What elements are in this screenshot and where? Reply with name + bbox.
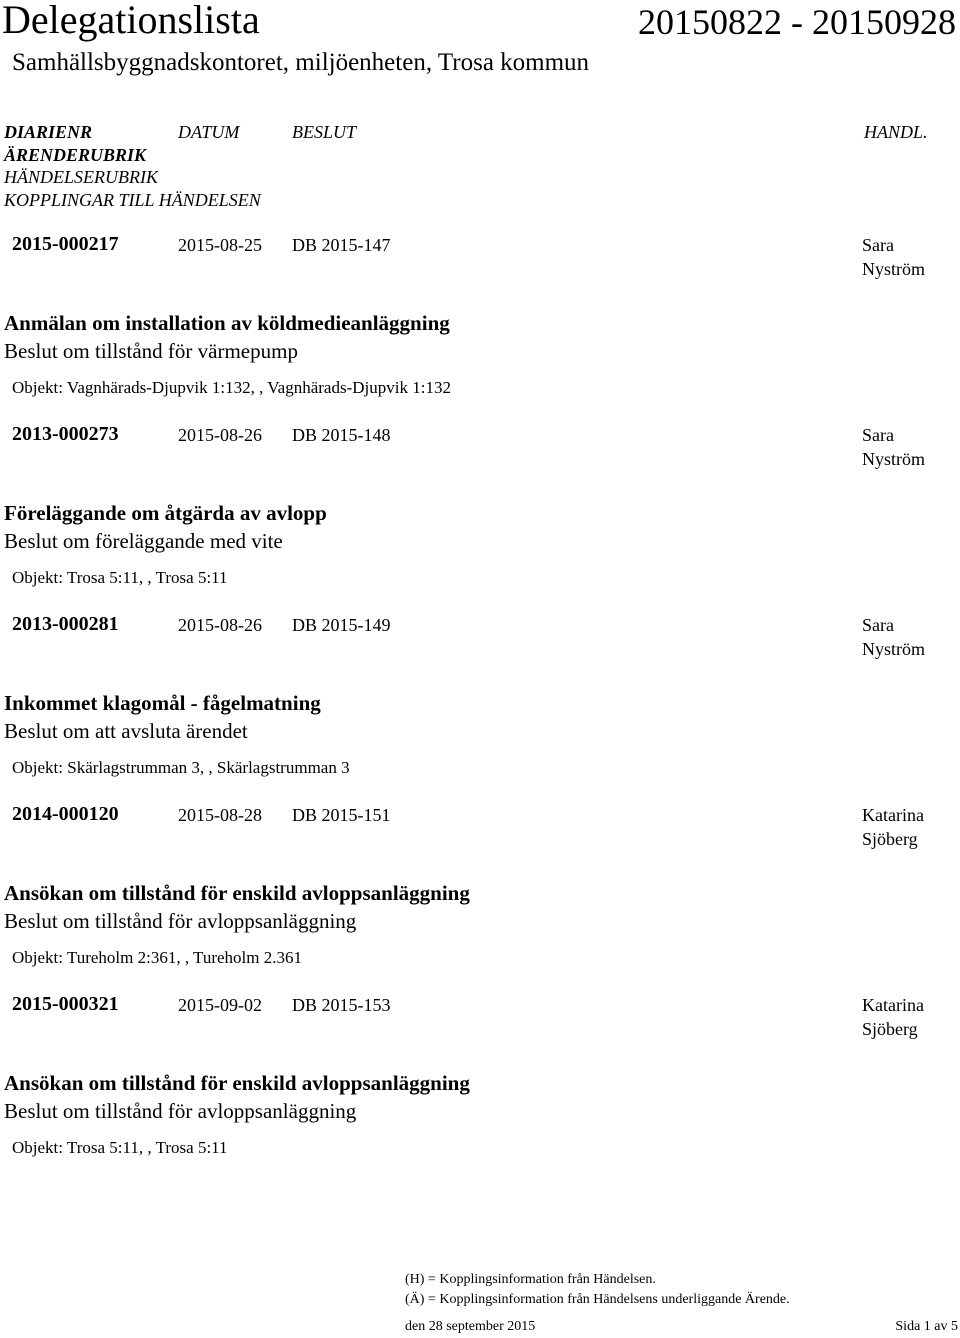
record-diarienr: 2014-000120 — [12, 803, 119, 825]
record-datum: 2015-08-26 — [178, 425, 262, 445]
record-objekt: Objekt: Tureholm 2:361, , Tureholm 2.361 — [12, 948, 302, 967]
record-handlaggare: Sara Nyström — [862, 615, 925, 659]
column-header-datum: DATUM — [178, 122, 240, 142]
footer-date: den 28 september 2015 — [405, 1319, 536, 1334]
record-diarienr: 2013-000281 — [12, 613, 119, 635]
record-objekt: Objekt: Trosa 5:11, , Trosa 5:11 — [12, 1138, 228, 1157]
record-beslut: DB 2015-149 — [292, 615, 391, 635]
record-arenderubrik: Inkommet klagomål - fågelmatning — [4, 691, 321, 715]
column-header-beslut: BESLUT — [292, 122, 357, 142]
record-arenderubrik: Föreläggande om åtgärda av avlopp — [4, 501, 327, 525]
record-handlaggare: Katarina Sjöberg — [862, 805, 924, 849]
column-header-diarienr: DIARIENR — [4, 122, 93, 142]
footer-legend-h: (H) = Kopplingsinformation från Händelsen. — [405, 1272, 656, 1287]
footer-legend-a: (Ä) = Kopplingsinformation från Händelsens underliggande Ärende. — [405, 1292, 790, 1307]
record-handlaggare: Sara Nyström — [862, 425, 925, 469]
record-handelserubrik: Beslut om att avsluta ärendet — [4, 719, 248, 743]
record-handelserubrik: Beslut om tillstånd för avloppsanläggning — [4, 909, 357, 933]
record-objekt: Objekt: Vagnhärads-Djupvik 1:132, , Vagnhärads-Djupvik 1:132 — [12, 378, 451, 397]
record-datum: 2015-08-26 — [178, 615, 262, 635]
footer-page-number: Sida 1 av 5 — [895, 1319, 958, 1334]
record-handlaggare: Sara Nyström — [862, 235, 925, 279]
record-arenderubrik: Ansökan om tillstånd för enskild avloppsanläggning — [4, 1071, 470, 1095]
record-handelserubrik: Beslut om föreläggande med vite — [4, 529, 283, 553]
column-header-arenderubrik: ÄRENDERUBRIK — [4, 145, 147, 165]
record-diarienr: 2015-000217 — [12, 233, 119, 255]
page-title: Delegationslista — [2, 0, 260, 42]
record-objekt: Objekt: Trosa 5:11, , Trosa 5:11 — [12, 568, 228, 587]
record-arenderubrik: Ansökan om tillstånd för enskild avloppsanläggning — [4, 881, 470, 905]
column-header-handelserubrik: HÄNDELSERUBRIK — [4, 167, 158, 187]
record-beslut: DB 2015-151 — [292, 805, 391, 825]
record-datum: 2015-08-25 — [178, 235, 262, 255]
record-beslut: DB 2015-147 — [292, 235, 391, 255]
column-header-handl: HANDL. — [864, 122, 928, 142]
date-period: 20150822 - 20150928 — [638, 2, 956, 42]
record-handelserubrik: Beslut om tillstånd för avloppsanläggning — [4, 1099, 357, 1123]
record-beslut: DB 2015-153 — [292, 995, 391, 1015]
column-header-kopplingar: KOPPLINGAR TILL HÄNDELSEN — [4, 190, 261, 210]
record-objekt: Objekt: Skärlagstrumman 3, , Skärlagstrumman 3 — [12, 758, 350, 777]
record-handlaggare: Katarina Sjöberg — [862, 995, 924, 1039]
record-diarienr: 2013-000273 — [12, 423, 119, 445]
record-handelserubrik: Beslut om tillstånd för värmepump — [4, 339, 298, 363]
record-datum: 2015-08-28 — [178, 805, 262, 825]
page-subtitle: Samhällsbyggnadskontoret, miljöenheten, Trosa kommun — [12, 49, 590, 76]
record-arenderubrik: Anmälan om installation av köldmedieanläggning — [4, 311, 450, 335]
record-diarienr: 2015-000321 — [12, 993, 119, 1015]
record-beslut: DB 2015-148 — [292, 425, 391, 445]
record-datum: 2015-09-02 — [178, 995, 262, 1015]
